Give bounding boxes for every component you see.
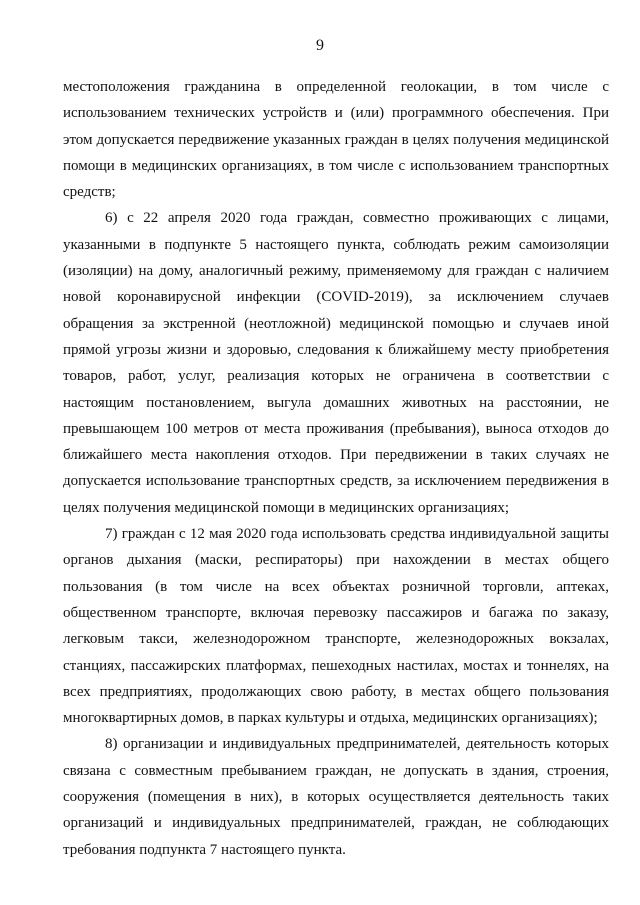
page-number: 9 [316, 37, 324, 54]
paragraph-item-7: 7) граждан с 12 мая 2020 года использовать средства индивидуальной защиты органов дыхания (маски, респираторы) при нахождении в местах общего пользования (в том числе на всех объектах розничной торговли, аптеках, общественном транспорте, включая перевозку пассажиров и багажа по заказу, легковым такси, железнодорожном транспорте, железнодорожных вокзалах, станциях, пассажирских платформах, пешеходных настилах, мостах и тоннелях, на всех предприятиях, продолжающих свою работу, в местах общего пользования многоквартирных домов, в парках культуры и отдыха, медицинских организациях); [63, 526, 609, 727]
paragraph-item-6: 6) с 22 апреля 2020 года граждан, совместно проживающих с лицами, указанными в подпункте 5 настоящего пункта, соблюдать режим самоизоляции (изоляции) на дому, аналогичный режиму, применяемому для граждан с наличием новой коронавирусной инфекции (COVID-2019), за исключением случаев обращения за экстренной (неотложной) медицинской помощью и случаев иной прямой угрозы жизни и здоровью, следования к ближайшему месту приобретения товаров, работ, услуг, реализация которых не ограничена в соответствии с настоящим постановлением, выгула домашних животных на расстоянии, не превышающем 100 метров от места проживания (пребывания), выноса отходов до ближайшего места накопления отходов. При передвижении в таких случаях не допускается использование транспортных средств, за исключением передвижения в целях получения медицинской помощи в медицинских организациях; [63, 210, 609, 516]
paragraph-continuation: местоположения гражданина в определенной геолокации, в том числе с использованием технических устройств и (или) программного обеспечения. При этом допускается передвижение указанных граждан в целях получения медицинской помощи в медицинских организациях, в том числе с использованием транспортных средств; [63, 79, 609, 201]
document-body [63, 74, 609, 863]
paragraph-item-8: 8) организации и индивидуальных предпринимателей, деятельность которых связана с совместным пребыванием граждан, не допускать в здания, строения, сооружения (помещения в них), в которых осуществляется деятельность таких организаций и индивидуальных предпринимателей, граждан, не соблюдающих требования подпункта 7 настоящего пункта. [63, 736, 609, 858]
